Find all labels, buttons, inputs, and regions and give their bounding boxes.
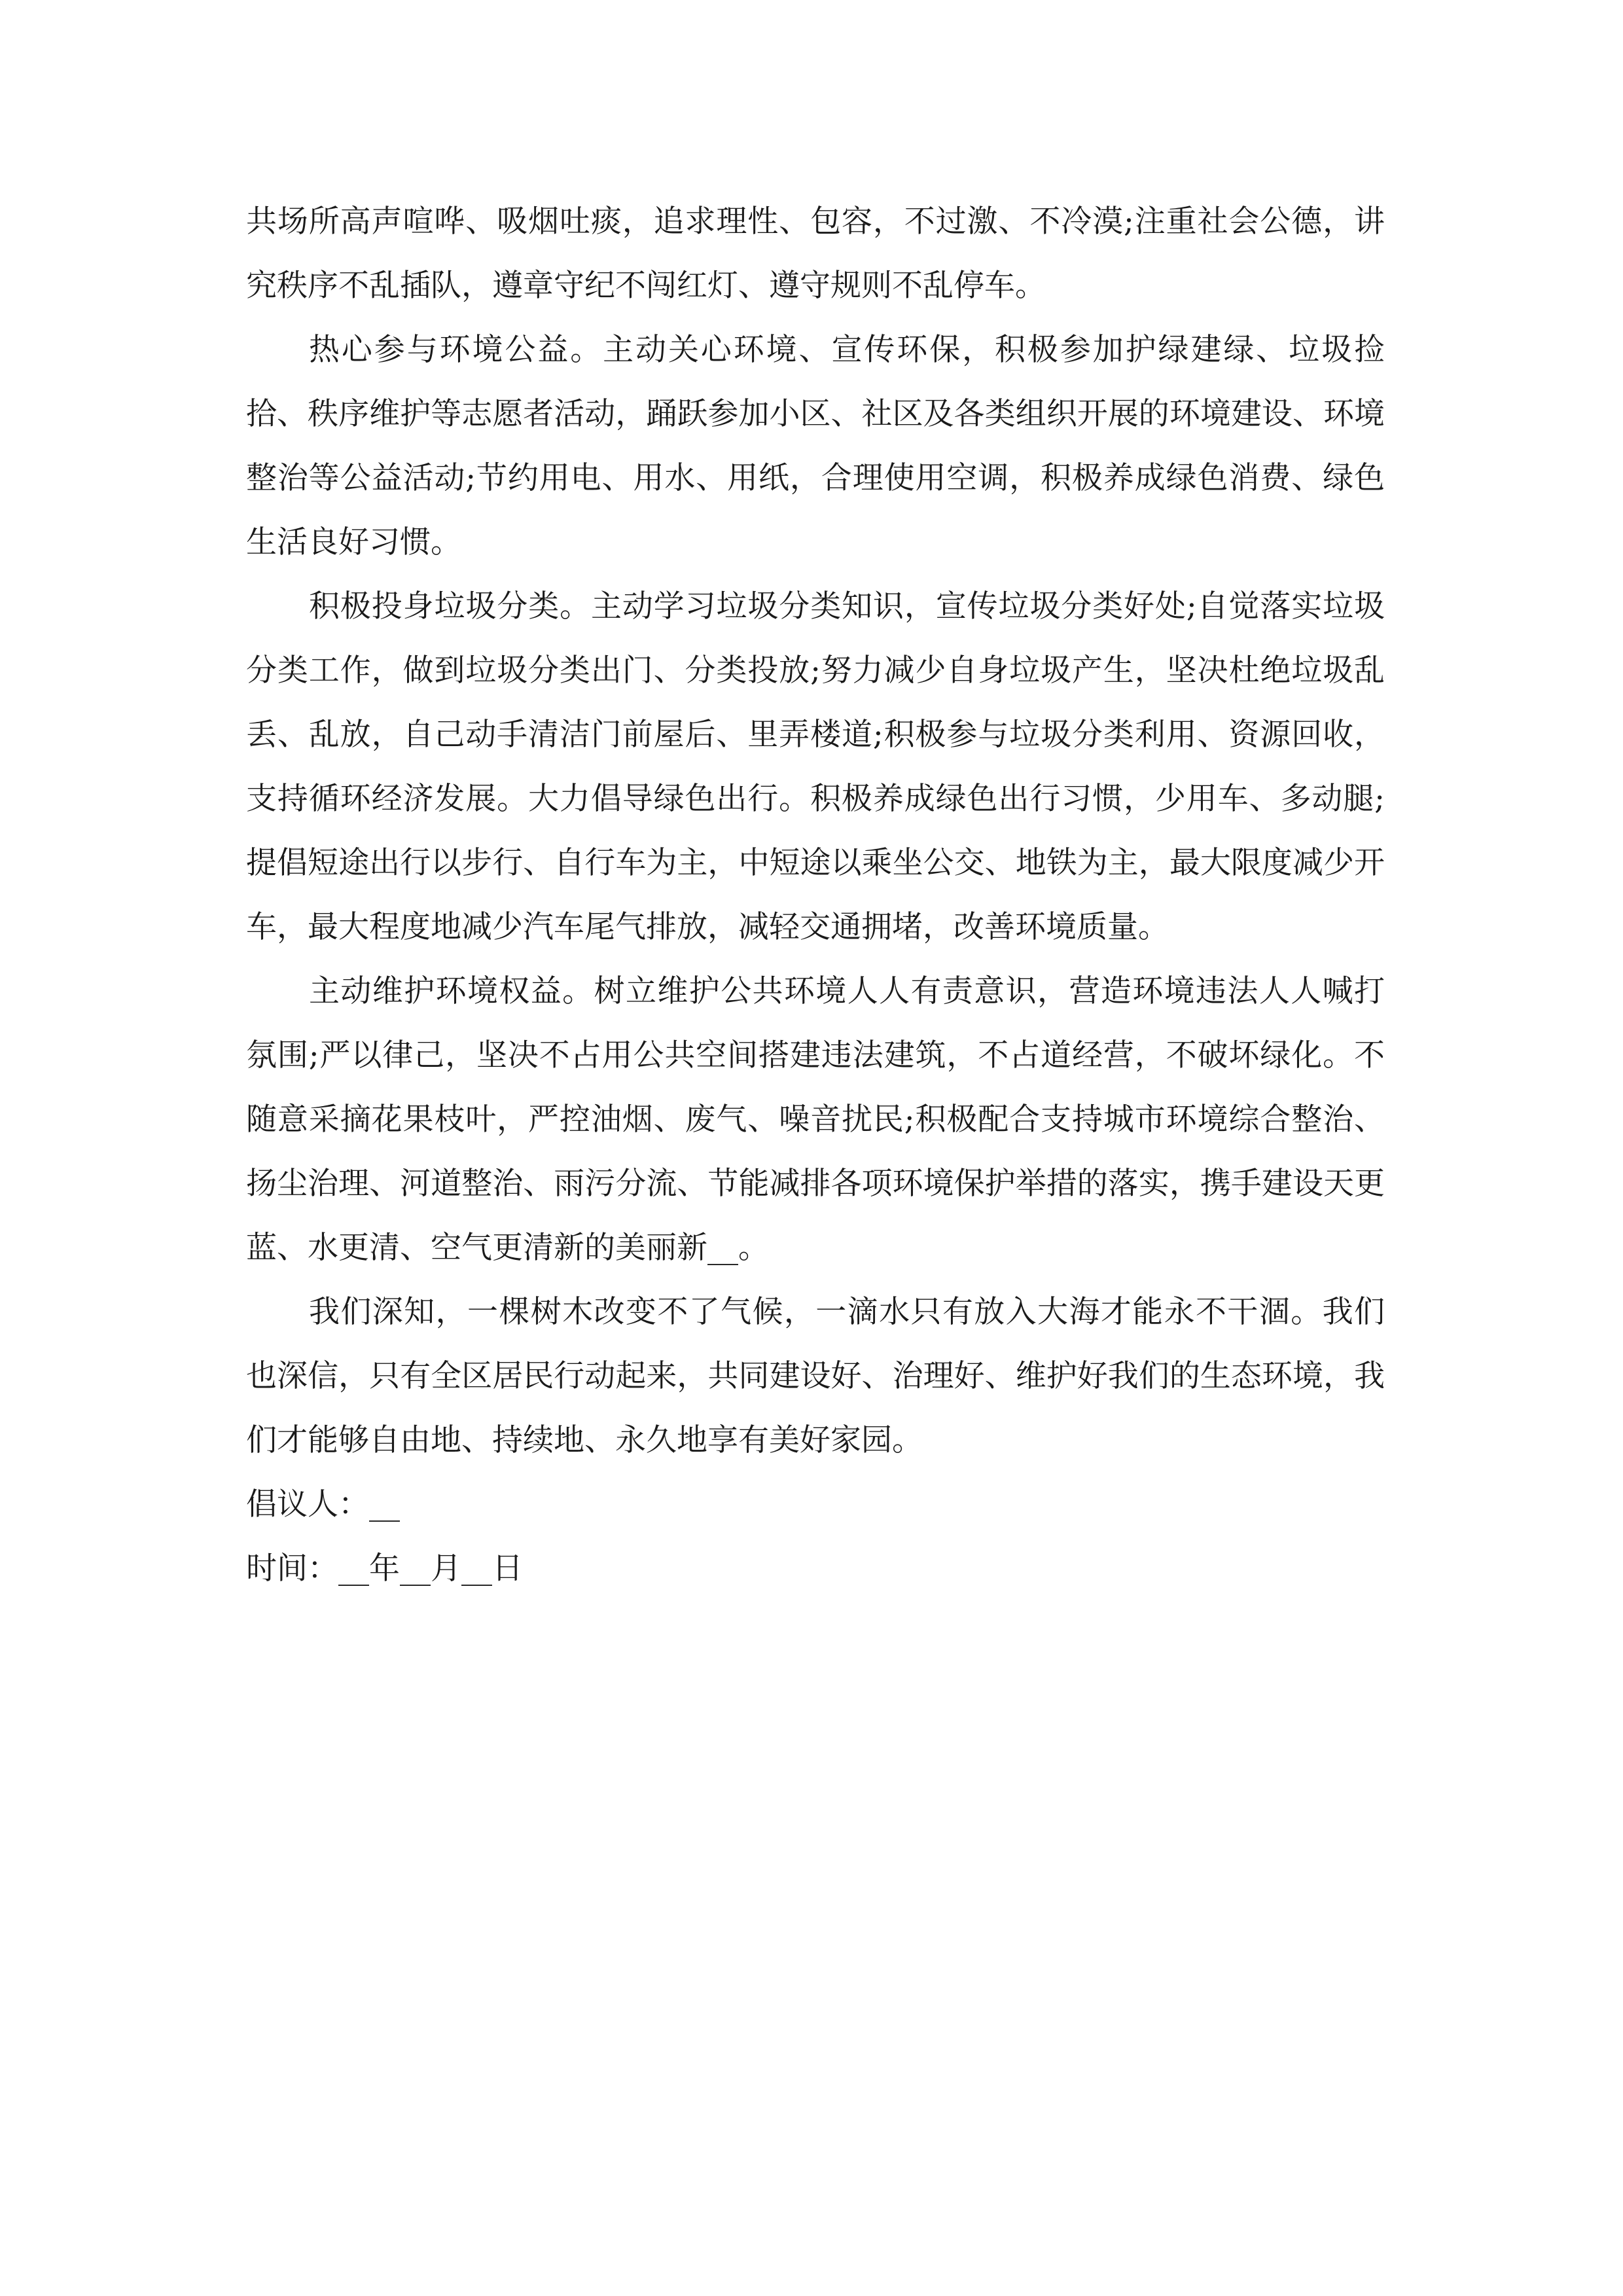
proposer-line: 倡议人：__: [246, 1486, 400, 1522]
paragraph-conclusion: 我们深知，一棵树木改变不了气候，一滴水只有放入大海才能永不干涸。我们也深信，只有全区居民行动起来，共同建设好、治理好、维护好我们的生态环境，我们才能够自由地、持续地、永久地享有美好家园。: [246, 1294, 1385, 1458]
paragraph-environmental-welfare: 热心参与环境公益。主动关心环境、宣传环保，积极参加护绿建绿、垃圾捡拾、秩序维护等志愿者活动，踊跃参加小区、社区及各类组织开展的环境建设、环境整治等公益活动;节约用电、用水、用纸，合理使用空调，积极养成绿色消费、绿色生活良好习惯。: [246, 332, 1385, 560]
paragraph-environmental-rights: 主动维护环境权益。树立维护公共环境人人有责意识，营造环境违法人人喊打氛围;严以律己，坚决不占用公共空间搭建违法建筑，不占道经营，不破坏绿化。不随意采摘花果枝叶，严控油烟、废气、噪音扰民;积极配合支持城市环境综合整治、扬尘治理、河道整治、雨污分流、节能减排各项环境保护举措的落实，携手建设天更蓝、水更清、空气更清新的美丽新__。: [246, 973, 1385, 1266]
document-body: [246, 190, 1385, 1601]
paragraph-garbage-sorting: 积极投身垃圾分类。主动学习垃圾分类知识，宣传垃圾分类好处;自觉落实垃圾分类工作，做到垃圾分类出门、分类投放;努力减少自身垃圾产生，坚决杜绝垃圾乱丢、乱放，自己动手清洁门前屋后、里弄楼道;积极参与垃圾分类利用、资源回收，支持循环经济发展。大力倡导绿色出行。积极养成绿色出行习惯，少用车、多动腿;提倡短途出行以步行、自行车为主，中短途以乘坐公交、地铁为主，最大限度减少开车，最大程度地减少汽车尾气排放，减轻交通拥堵，改善环境质量。: [246, 588, 1385, 945]
paragraph-public-conduct: 共场所高声喧哗、吸烟吐痰，追求理性、包容，不过激、不冷漠;注重社会公德，讲究秩序不乱插队，遵章守纪不闯红灯、遵守规则不乱停车。: [246, 204, 1385, 304]
signature-block: [246, 1473, 1385, 1601]
date-line: 时间：__年__月__日: [246, 1551, 523, 1587]
